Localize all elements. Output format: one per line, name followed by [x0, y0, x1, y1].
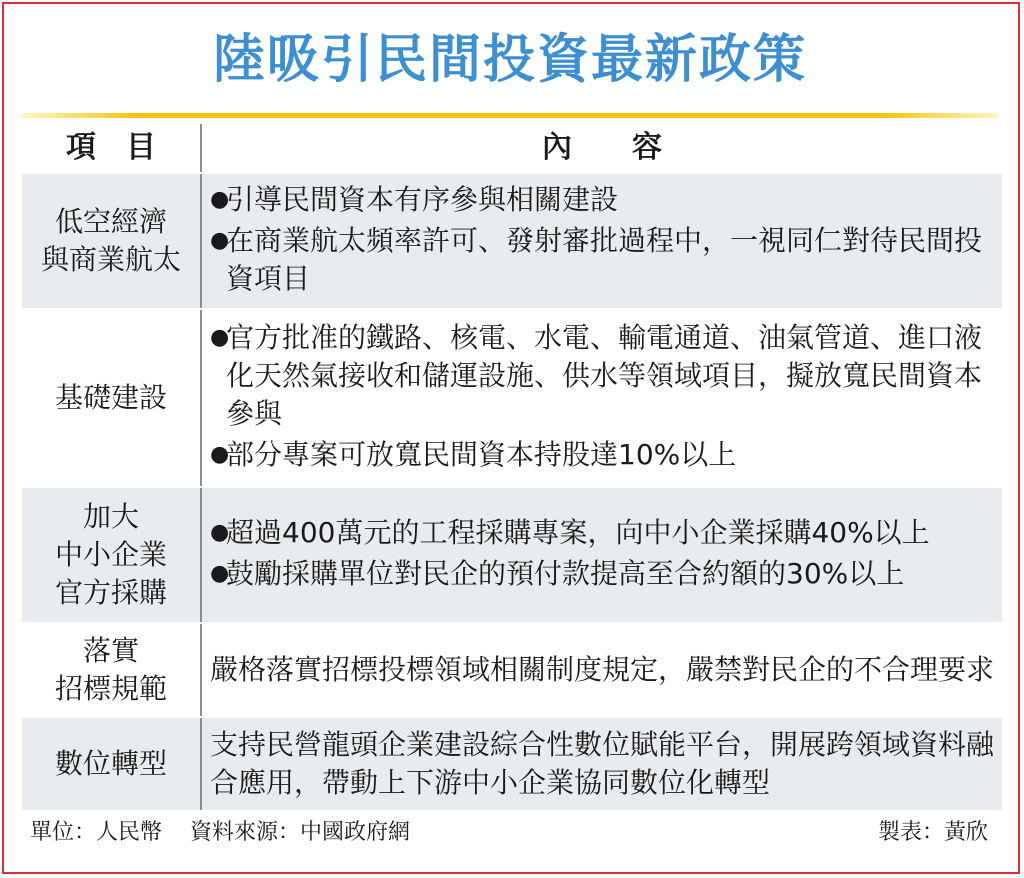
table-row: [22, 718, 1002, 810]
table-row: [22, 310, 1002, 486]
source-note: 資料來源：中國政府網: [190, 820, 411, 845]
bullet-text: 在商業航太頻率許可、發射審批過程中，一視同仁對待民間投資項目: [226, 224, 983, 295]
table-row: [22, 174, 1002, 308]
row-item: [22, 174, 200, 308]
column-divider: [200, 174, 202, 308]
row-item-line: 加大: [82, 500, 139, 533]
row-content: [210, 624, 994, 716]
row-text: 嚴格落實招標投標領域相關制度規定，嚴禁對民企的不合理要求: [210, 653, 995, 686]
row-item-line: 官方採購: [54, 576, 167, 609]
title-underline: [22, 113, 998, 118]
column-divider: [200, 624, 202, 716]
row-item-line: 基礎建設: [54, 381, 167, 414]
bullet-dot-icon: ●: [210, 325, 230, 350]
bullet-dot-icon: ●: [210, 187, 230, 212]
bullet-text: 鼓勵採購單位對民企的預付款提高至合約額的30%以上: [226, 557, 905, 590]
row-item: [22, 718, 200, 810]
row-item: [22, 310, 200, 486]
bullet-point: [210, 319, 994, 433]
page-title: 陸吸引民間投資最新政策: [212, 30, 807, 90]
bullet-dot-icon: ●: [210, 561, 230, 586]
row-item-line: 與商業航太: [40, 243, 181, 276]
row-item-line: 落實: [82, 634, 139, 667]
column-divider: [200, 310, 202, 486]
row-item-line: 招標規範: [54, 672, 167, 705]
bullet-text: 超過400萬元的工程採購專案，向中小企業採購40%以上: [226, 516, 930, 549]
bullet-dot-icon: ●: [210, 442, 230, 467]
row-item-line: 低空經濟: [54, 205, 167, 238]
bullet-point: [210, 436, 994, 474]
bullet-dot-icon: ●: [210, 520, 230, 545]
bullet-text: 官方批准的鐵路、核電、水電、輸電通道、油氣管道、進口液化天然氣接收和儲運設施、供水等領域項目，擬放寬民間資本參與: [226, 321, 983, 430]
bullet-text: 引導民間資本有序參與相關建設: [226, 183, 619, 216]
row-item: [22, 488, 200, 622]
column-divider: [200, 124, 202, 172]
header-content: 內 容: [542, 130, 662, 165]
row-item-line: 中小企業: [54, 538, 167, 571]
row-item: [22, 624, 200, 716]
column-divider: [200, 718, 202, 810]
maker-note: 製表：黃欣: [877, 820, 988, 845]
bullet-point: [210, 555, 994, 593]
bullet-dot-icon: ●: [210, 228, 230, 253]
row-item-line: 數位轉型: [54, 747, 167, 780]
row-content: [210, 174, 994, 308]
bullet-point: [210, 181, 994, 219]
row-text: 支持民營龍頭企業建設綜合性數位賦能平台，開展跨領域資料融合應用，帶動上下游中小企業協同數位化轉型: [210, 728, 995, 799]
table-row: [22, 624, 1002, 716]
row-content: [210, 488, 994, 622]
bullet-point: [210, 222, 994, 298]
row-content: [210, 718, 994, 810]
row-content: [210, 310, 994, 486]
table-header: [22, 124, 1002, 172]
footer-source: [30, 818, 410, 848]
bullet-point: [210, 514, 994, 552]
table-row: [22, 488, 1002, 622]
header-item: 項 目: [66, 130, 156, 165]
column-divider: [200, 488, 202, 622]
bullet-text: 部分專案可放寬民間資本持股達10%以上: [226, 438, 737, 471]
unit-note: 單位：人民幣: [30, 820, 163, 845]
